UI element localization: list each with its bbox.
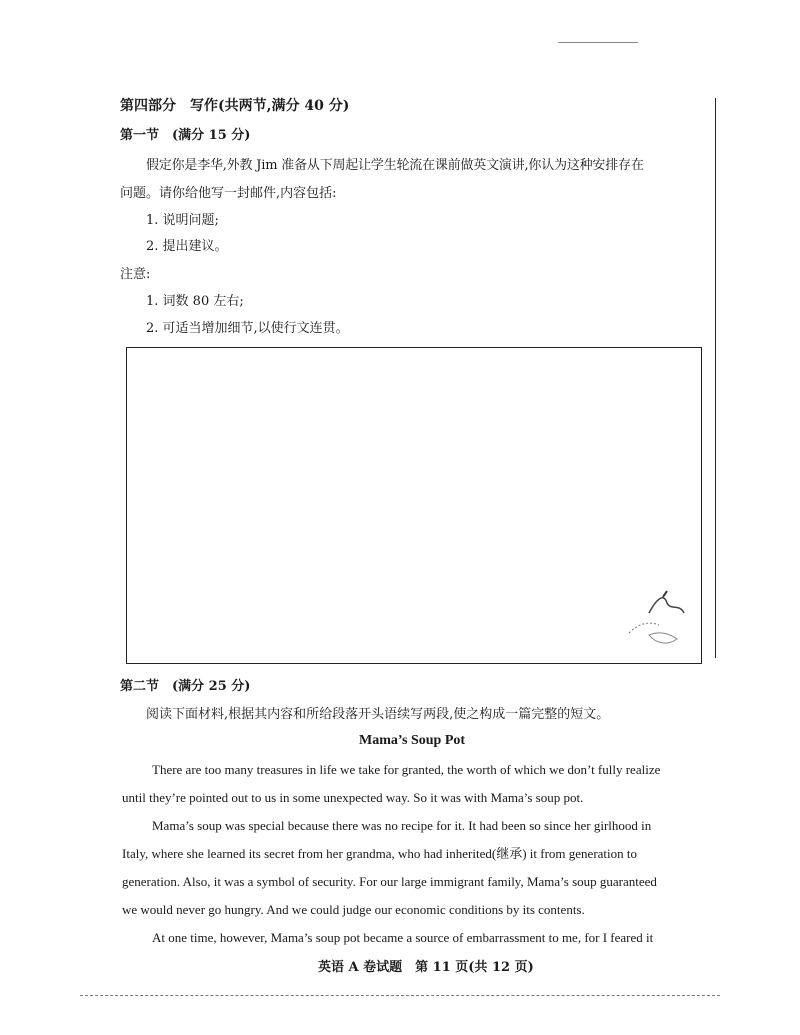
- section2-instruction: 阅读下面材料,根据其内容和所给段落开头语续写两段,使之构成一篇完整的短文。: [146, 707, 610, 722]
- note-label: 注意:: [120, 267, 151, 282]
- top-rule: [558, 42, 638, 43]
- section1-prompt-line1: 假定你是李华,外教 Jim 准备从下周起让学生轮流在课前做英文演讲,你认为这种安排存在: [146, 158, 644, 173]
- section2-title: 第二节 (满分 25 分): [120, 679, 251, 694]
- passage-title: Mama’s Soup Pot: [359, 733, 466, 748]
- part-heading: 第四部分 写作(共两节,满分 40 分): [120, 98, 350, 114]
- passage-line: generation. Also, it was a symbol of security. For our large immigrant family, Mama’s soup guaranteed: [122, 874, 657, 889]
- passage-line: we would never go hungry. And we could judge our economic conditions by its contents.: [122, 902, 585, 917]
- section1-prompt-line2: 问题。请你给他写一封邮件,内容包括:: [120, 186, 337, 201]
- passage-line: Mama’s soup was special because there was no recipe for it. It had been so since her girlhood in: [152, 818, 652, 833]
- note-item: 1. 词数 80 左右;: [146, 294, 244, 309]
- passage-line: There are too many treasures in life we take for granted, the worth of which we don’t fully realize: [152, 762, 661, 777]
- passage-line: until they’re pointed out to us in some unexpected way. So it was with Mama’s soup pot.: [122, 790, 584, 805]
- note-item: 2. 可适当增加细节,以使行文连贯。: [146, 321, 349, 336]
- page-footer: 英语 A 卷试题 第 11 页(共 12 页): [318, 960, 534, 975]
- right-margin-line: [715, 98, 716, 658]
- section1-item: 1. 说明问题;: [146, 213, 219, 228]
- passage-line: Italy, where she learned its secret from her grandma, who had inherited(继承) it from generation to: [122, 846, 637, 861]
- answer-box[interactable]: [126, 347, 702, 664]
- bottom-rule: [80, 995, 720, 996]
- passage-line: At one time, however, Mama’s soup pot became a source of embarrassment to me, for I feared it: [152, 930, 654, 945]
- pencil-scribble-mark: [619, 573, 699, 653]
- section1-title: 第一节 (满分 15 分): [120, 128, 251, 143]
- section1-item: 2. 提出建议。: [146, 239, 228, 254]
